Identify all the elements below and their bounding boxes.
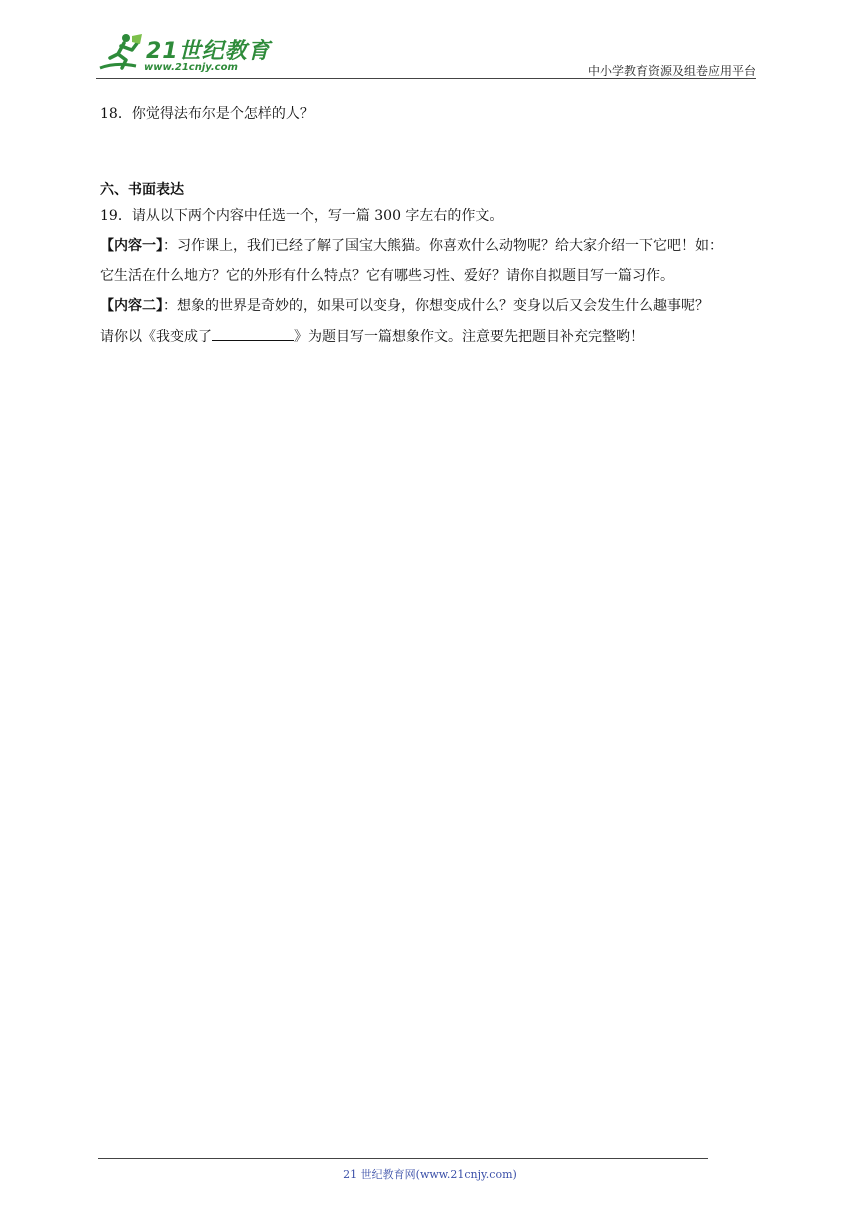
logo-name: 21世纪教育 (146, 39, 271, 64)
logo-url: www.21cnjy.com (144, 62, 238, 73)
option-2 (100, 296, 770, 347)
option-1 (100, 236, 770, 286)
runner-logo-icon (96, 32, 146, 74)
option-1-text-line-1: ：习作课上，我们已经了解了国宝大熊猫。你喜欢什么动物呢？给大家介绍一下它吧！如： (163, 238, 723, 254)
title-blank (212, 326, 294, 341)
option-2-text-prefix: 请你以《我变成了 (100, 329, 212, 345)
header-divider (96, 78, 756, 79)
question-19: 19．请从以下两个内容中任选一个，写一篇 300 字左右的作文。 (100, 208, 504, 224)
page-header (96, 28, 756, 78)
option-1-label: 【内容一】 (100, 238, 163, 254)
option-2-text-line-1: ：想象的世界是奇妙的，如果可以变身，你想变成什么？变身以后又会发生什么趣事呢？ (163, 298, 709, 314)
logo (96, 32, 271, 74)
question-18: 18．你觉得法布尔是个怎样的人？ (100, 106, 314, 122)
footer-divider (98, 1158, 708, 1159)
page-footer: 21 世纪教育网(www.21cnjy.com) (343, 1168, 517, 1181)
option-1-text-line-2: 它生活在什么地方？它的外形有什么特点？它有哪些习性、爱好？请你自拟题目写一篇习作。 (100, 268, 674, 284)
option-2-label: 【内容二】 (100, 298, 163, 314)
option-2-text-suffix: 》为题目写一篇想象作文。注意要先把题目补充完整哟！ (294, 329, 644, 345)
header-platform-text: 中小学教育资源及组卷应用平台 (587, 64, 756, 78)
document-body (100, 104, 770, 347)
section-title: 六、书面表达 (100, 182, 184, 198)
